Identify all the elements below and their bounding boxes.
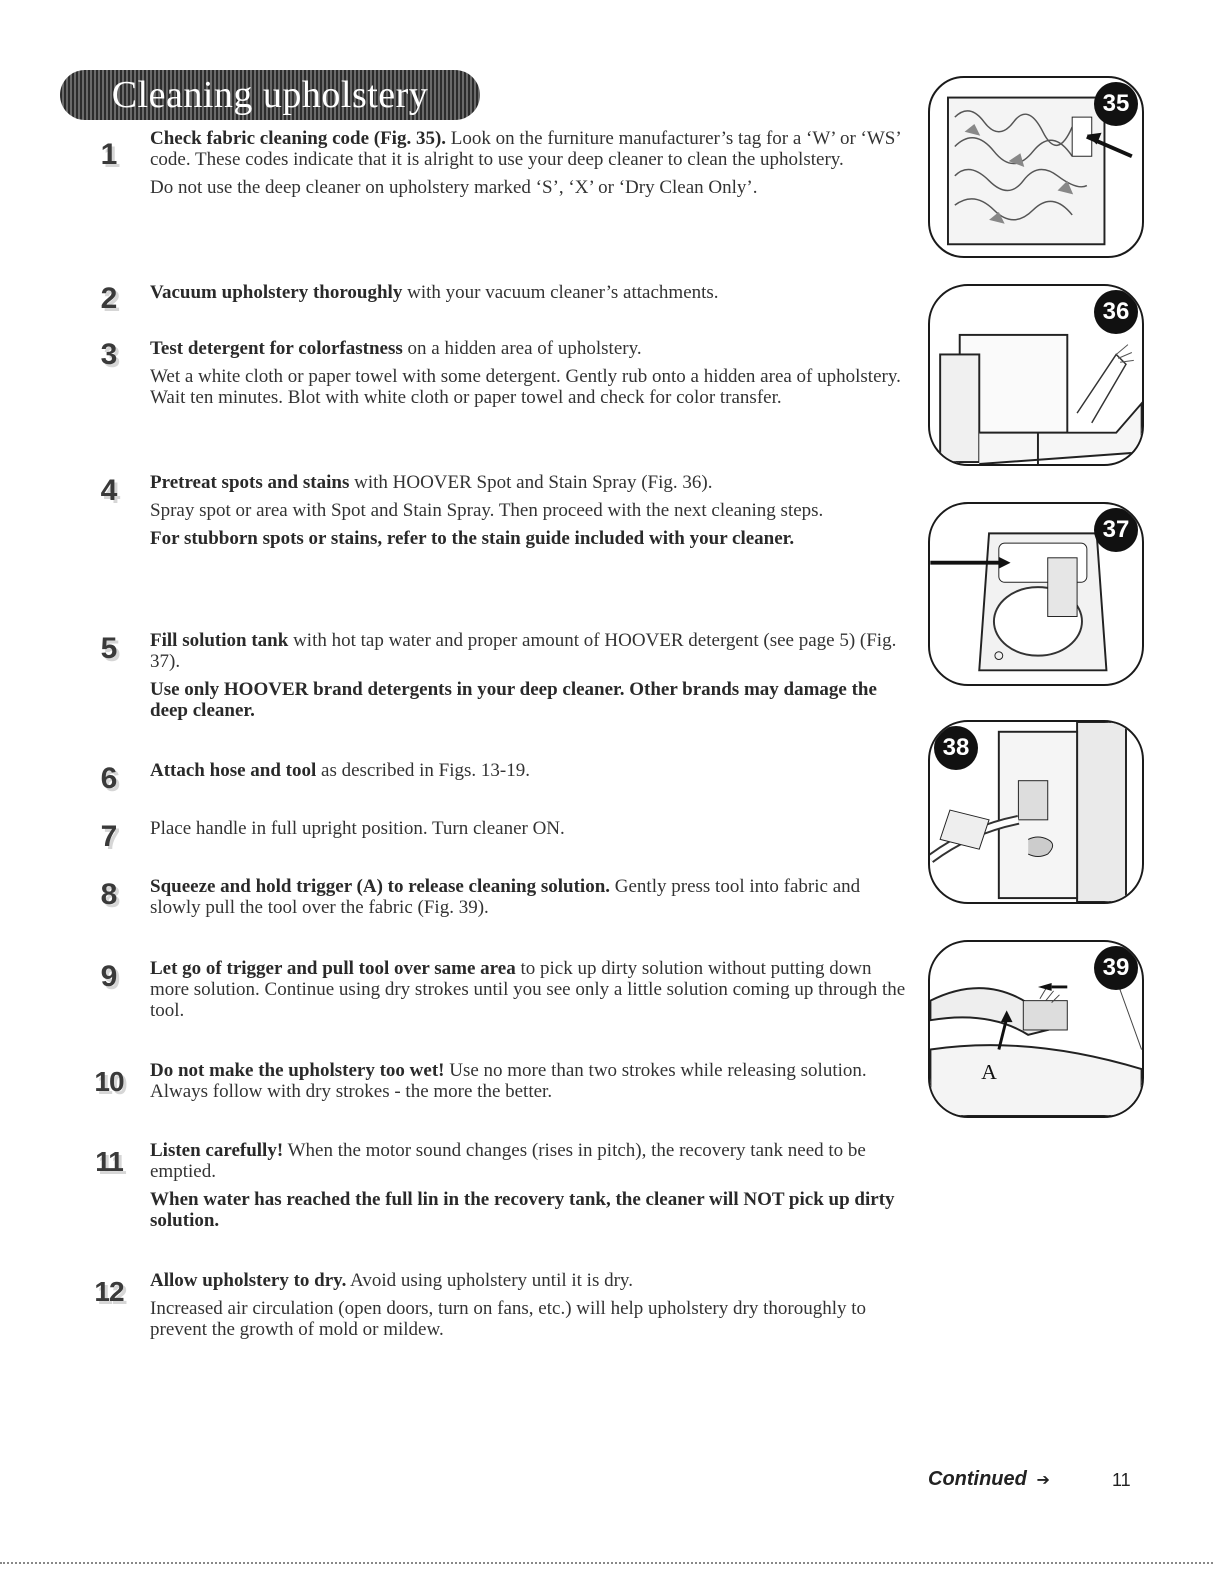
step-paragraph — [150, 1060, 910, 1102]
step-body — [150, 128, 910, 205]
step-paragraph — [150, 679, 910, 721]
step-paragraph — [150, 630, 910, 672]
step-number: 11 — [95, 1146, 123, 1177]
body-text: Look on the furniture manufacturer’s tag for a ‘W’ or ‘WS’ code. These codes indicate that it is alright to use your deep cleaner to clean the upholstery. — [150, 128, 901, 170]
step-body — [150, 958, 910, 1028]
figure-number-badge: 37 — [1094, 508, 1138, 552]
continued-label — [928, 1468, 1050, 1491]
body-text: Wet a white cloth or paper towel with some detergent. Gently rub onto a hidden area of upholstery. Wait ten minutes. Blot with white cloth or paper towel and check for color transfer. — [150, 366, 901, 408]
figure-number-badge: 35 — [1094, 82, 1138, 126]
body-text: Use no more than two strokes while releasing solution. Always follow with dry strokes - the more the better. — [150, 1060, 867, 1102]
body-text: Increased air circulation (open doors, turn on fans, etc.) will help upholstery dry thoroughly to prevent the growth of mold or mildew. — [150, 1298, 866, 1340]
step-paragraph — [150, 366, 910, 408]
bold-text: Vacuum upholstery thoroughly — [150, 282, 403, 303]
step-body — [150, 1140, 910, 1238]
step-body — [150, 630, 910, 728]
body-text: with your vacuum cleaner’s attachments. — [402, 282, 719, 303]
step-number: 9 — [100, 960, 118, 993]
body-text: Place handle in full upright position. Turn cleaner ON. — [150, 818, 565, 839]
body-text: with HOOVER Spot and Stain Spray (Fig. 36). — [349, 472, 713, 493]
step-paragraph — [150, 760, 910, 781]
step-body — [150, 1060, 910, 1109]
figure-number-badge: 39 — [1094, 946, 1138, 990]
step-number: 7 — [100, 820, 118, 853]
step-body — [150, 472, 910, 556]
bold-text: Pretreat spots and stains — [150, 472, 350, 493]
trigger-label: A — [981, 1059, 997, 1084]
step-body — [150, 818, 910, 846]
step-number: 6 — [100, 762, 118, 795]
step-paragraph — [150, 1298, 910, 1340]
figure-36 — [928, 284, 1144, 466]
figure-39 — [928, 940, 1144, 1118]
bold-text: Listen carefully! — [150, 1140, 284, 1161]
body-text: Avoid using upholstery until it is dry. — [346, 1270, 633, 1291]
step-paragraph — [150, 282, 910, 303]
figure-number-badge: 38 — [934, 726, 978, 770]
bold-text: Fill solution tank — [150, 630, 289, 651]
bold-text: Allow upholstery to dry. — [150, 1270, 347, 1291]
figure-37 — [928, 502, 1144, 686]
step-number: 2 — [100, 282, 118, 315]
step-paragraph — [150, 528, 910, 549]
bold-text: Do not make the upholstery too wet! — [150, 1060, 445, 1081]
step-number: 8 — [100, 878, 118, 911]
continued-text: Continued — [928, 1468, 1027, 1490]
step-paragraph — [150, 338, 910, 359]
step-number: 5 — [100, 632, 118, 665]
figure-38 — [928, 720, 1144, 904]
body-text: to pick up dirty solution without putting down more solution. Continue using dry strokes until you see only a little solution coming up through the tool. — [150, 958, 906, 1021]
bold-text: Squeeze and hold trigger (A) to release cleaning solution. — [150, 876, 611, 897]
step-paragraph — [150, 1189, 910, 1231]
body-text: with hot tap water and proper amount of HOOVER detergent (see page 5) (Fig. 37). — [150, 630, 897, 672]
step-paragraph — [150, 958, 910, 1021]
step-body — [150, 338, 910, 415]
step-paragraph — [150, 1270, 910, 1291]
step-number: 10 — [94, 1066, 124, 1097]
step-number: 12 — [94, 1276, 124, 1307]
bold-text: For stubborn spots or stains, refer to the stain guide included with your cleaner. — [150, 528, 795, 549]
body-text: Gently press tool into fabric and slowly pull the tool over the fabric (Fig. 39). — [150, 876, 861, 918]
step-paragraph — [150, 500, 910, 521]
step-number: 4 — [100, 474, 118, 507]
bold-text: Test detergent for colorfastness — [150, 338, 403, 359]
bold-text: Attach hose and tool — [150, 760, 317, 781]
step-paragraph — [150, 177, 910, 198]
body-text: Do not use the deep cleaner on upholstery marked ‘S’, ‘X’ or ‘Dry Clean Only’. — [150, 177, 758, 198]
bold-text: Check fabric cleaning code (Fig. 35). — [150, 128, 447, 149]
step-paragraph — [150, 1140, 910, 1182]
step-number: 3 — [100, 338, 118, 371]
section-title-banner — [60, 70, 480, 120]
bottom-rule — [0, 1562, 1213, 1564]
body-text: as described in Figs. 13-19. — [316, 760, 530, 781]
body-text: Spray spot or area with Spot and Stain Spray. Then proceed with the next cleaning steps. — [150, 500, 824, 521]
arrow-right-icon: ➔ — [1036, 1472, 1050, 1489]
step-paragraph — [150, 128, 910, 170]
body-text: on a hidden area of upholstery. — [402, 338, 642, 359]
step-paragraph — [150, 472, 910, 493]
step-paragraph — [150, 876, 910, 918]
step-paragraph — [150, 818, 910, 839]
step-body — [150, 876, 910, 925]
step-body — [150, 282, 910, 310]
page-title: Cleaning upholstery — [111, 74, 429, 116]
step-body — [150, 760, 910, 788]
page-number: 11 — [1112, 1470, 1131, 1490]
body-text: When the motor sound changes (rises in pitch), the recovery tank need to be emptied. — [150, 1140, 866, 1182]
bold-text: When water has reached the full lin in the recovery tank, the cleaner will NOT pick up dirty solution. — [150, 1189, 895, 1231]
bold-text: Use only HOOVER brand detergents in your deep cleaner. Other brands may damage the deep cleaner. — [150, 679, 877, 721]
bold-text: Let go of trigger and pull tool over same area — [150, 958, 516, 979]
step-number: 1 — [100, 138, 118, 171]
step-body — [150, 1270, 910, 1347]
figure-number-badge: 36 — [1094, 290, 1138, 334]
figure-35 — [928, 76, 1144, 258]
